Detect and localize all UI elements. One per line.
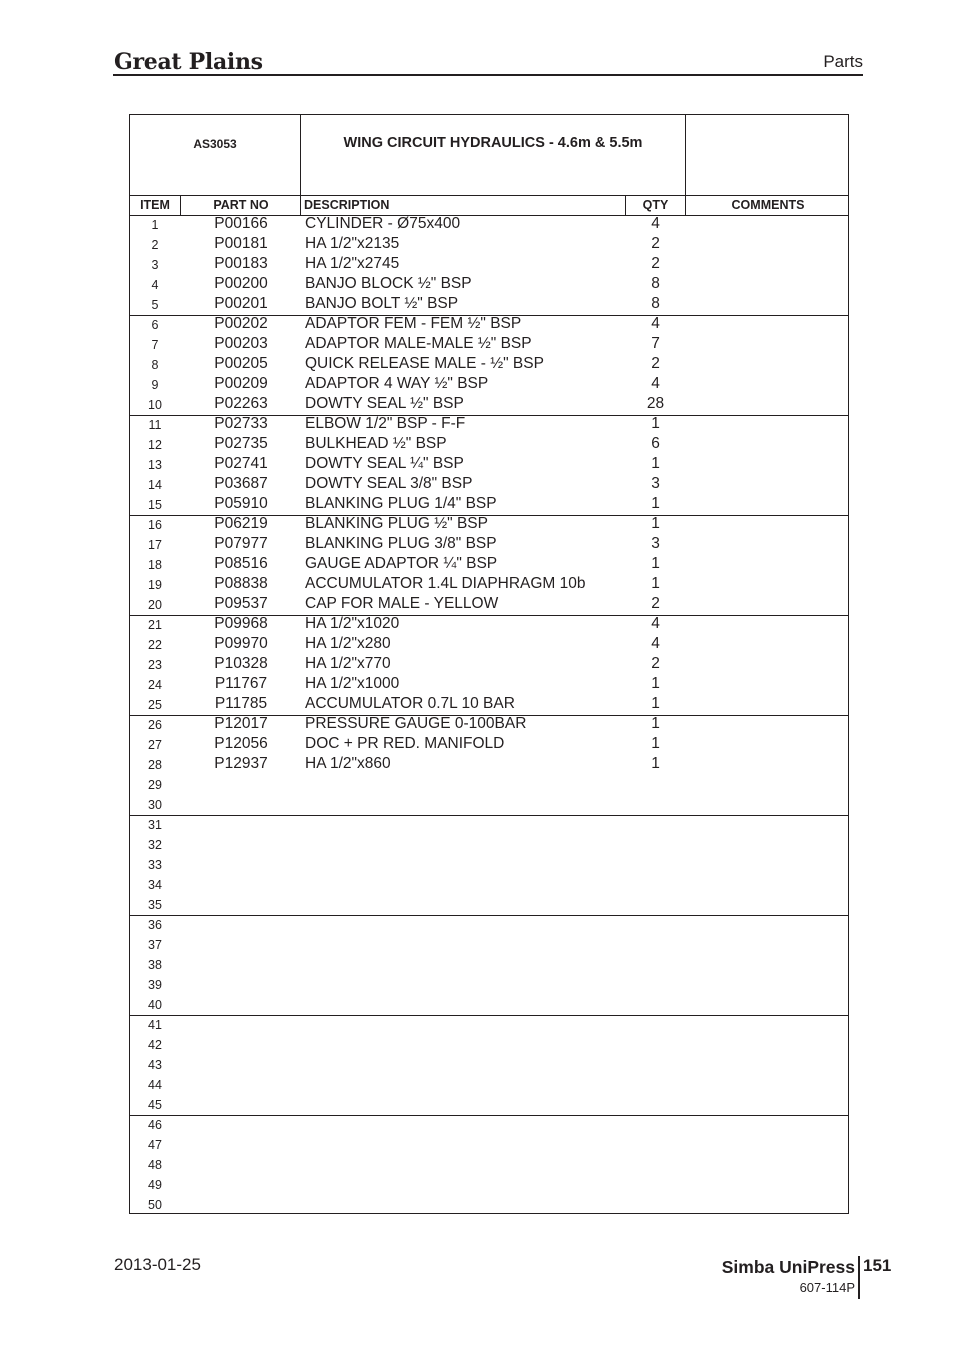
table-row xyxy=(130,295,848,315)
item-cell: 27 xyxy=(148,738,162,752)
table-row xyxy=(130,375,848,395)
item-cell: 8 xyxy=(151,358,159,372)
description-cell: PRESSURE GAUGE 0-100BAR xyxy=(305,715,527,732)
qty-cell: 1 xyxy=(651,715,660,732)
item-cell: 50 xyxy=(148,1198,162,1212)
item-cell: 46 xyxy=(148,1118,162,1132)
description-cell: BANJO BOLT ½" BSP xyxy=(305,295,459,312)
table-row xyxy=(130,1055,848,1075)
col-header-qty: QTY xyxy=(642,198,669,212)
table-row xyxy=(130,695,848,715)
qty-cell: 1 xyxy=(651,455,660,472)
part-no-cell: P12017 xyxy=(214,715,268,732)
description-cell: BLANKING PLUG ½" BSP xyxy=(305,515,488,532)
col-header-item: ITEM xyxy=(140,198,170,212)
item-cell: 34 xyxy=(148,878,162,892)
item-cell: 29 xyxy=(148,778,162,792)
header-rule xyxy=(113,74,863,76)
item-cell: 41 xyxy=(148,1018,162,1032)
description-cell: ACCUMULATOR 1.4L DIAPHRAGM 10b xyxy=(305,575,586,592)
table-row xyxy=(130,275,848,295)
doc-code: 607-114P xyxy=(799,1280,855,1295)
item-cell: 40 xyxy=(148,998,162,1012)
part-no-cell: P10328 xyxy=(214,655,268,672)
item-cell: 23 xyxy=(148,658,162,672)
qty-cell: 3 xyxy=(651,475,660,492)
table-row xyxy=(130,455,848,475)
table-row xyxy=(130,735,848,755)
item-cell: 11 xyxy=(148,418,162,432)
item-cell: 45 xyxy=(148,1098,162,1112)
qty-cell: 28 xyxy=(646,395,665,412)
parts-table xyxy=(129,114,849,1214)
table-row xyxy=(130,875,848,895)
part-no-cell: P12056 xyxy=(214,735,268,752)
title-block xyxy=(130,115,848,195)
table-row xyxy=(130,655,848,675)
table-row xyxy=(130,1175,848,1195)
section-label: Parts xyxy=(823,52,863,71)
description-cell: DOWTY SEAL ¼" BSP xyxy=(305,455,464,472)
item-cell: 12 xyxy=(148,438,162,452)
assembly-title: WING CIRCUIT HYDRAULICS - 4.6m & 5.5m xyxy=(343,135,643,151)
table-row xyxy=(130,355,848,375)
qty-cell: 1 xyxy=(651,695,660,712)
table-row xyxy=(130,1035,848,1055)
part-no-cell: P02263 xyxy=(214,395,268,412)
item-cell: 22 xyxy=(148,638,162,652)
item-cell: 30 xyxy=(148,798,162,812)
brand-logo: Great Plains xyxy=(114,49,263,75)
item-cell: 49 xyxy=(148,1178,162,1192)
description-cell: HA 1/2"x1020 xyxy=(305,615,400,632)
qty-cell: 1 xyxy=(651,415,660,432)
item-cell: 1 xyxy=(151,218,159,232)
description-cell: HA 1/2"x2745 xyxy=(305,255,400,272)
qty-cell: 8 xyxy=(651,275,660,292)
item-cell: 24 xyxy=(148,678,162,692)
table-row xyxy=(130,315,848,335)
item-cell: 19 xyxy=(148,578,162,592)
item-cell: 35 xyxy=(148,898,162,912)
description-cell: BLANKING PLUG 3/8" BSP xyxy=(305,535,497,552)
qty-cell: 1 xyxy=(651,735,660,752)
description-cell: ADAPTOR 4 WAY ½" BSP xyxy=(305,375,489,392)
qty-cell: 1 xyxy=(651,755,660,772)
table-row xyxy=(130,1015,848,1035)
table-row xyxy=(130,555,848,575)
table-row xyxy=(130,495,848,515)
part-no-cell: P00200 xyxy=(214,275,268,292)
col-header-description: DESCRIPTION xyxy=(304,198,390,212)
table-row xyxy=(130,1095,848,1115)
qty-cell: 2 xyxy=(651,595,660,612)
qty-cell: 1 xyxy=(651,555,660,572)
table-row xyxy=(130,1075,848,1095)
item-cell: 48 xyxy=(148,1158,162,1172)
table-row xyxy=(130,755,848,775)
part-no-cell: P00201 xyxy=(214,295,268,312)
part-no-cell: P09968 xyxy=(214,615,268,632)
item-cell: 21 xyxy=(148,618,162,632)
qty-cell: 1 xyxy=(651,515,660,532)
table-row xyxy=(130,415,848,435)
table-row xyxy=(130,435,848,455)
part-no-cell: P00203 xyxy=(214,335,268,352)
part-no-cell: P02741 xyxy=(214,455,268,472)
part-no-cell: P11767 xyxy=(214,675,268,692)
footer-divider xyxy=(858,1256,860,1299)
item-cell: 7 xyxy=(151,338,159,352)
description-cell: ELBOW 1/2" BSP - F-F xyxy=(305,415,466,432)
table-row xyxy=(130,595,848,615)
table-row xyxy=(130,575,848,595)
table-row xyxy=(130,855,848,875)
table-row xyxy=(130,935,848,955)
table-row xyxy=(130,795,848,815)
table-row xyxy=(130,915,848,935)
part-no-cell: P09537 xyxy=(214,595,268,612)
table-row xyxy=(130,995,848,1015)
item-cell: 33 xyxy=(148,858,162,872)
part-no-cell: P06219 xyxy=(214,515,268,532)
description-cell: BULKHEAD ½" BSP xyxy=(305,435,447,452)
part-no-cell: P08516 xyxy=(214,555,268,572)
qty-cell: 4 xyxy=(651,375,660,392)
part-no-cell: P00202 xyxy=(214,315,268,332)
qty-cell: 2 xyxy=(651,235,660,252)
item-cell: 3 xyxy=(151,258,159,272)
description-cell: QUICK RELEASE MALE - ½" BSP xyxy=(305,355,544,372)
table-row xyxy=(130,215,848,235)
footer-date: 2013-01-25 xyxy=(114,1255,201,1274)
description-cell: ADAPTOR MALE-MALE ½" BSP xyxy=(305,335,532,352)
item-cell: 47 xyxy=(148,1138,162,1152)
description-cell: HA 1/2"x280 xyxy=(305,635,391,652)
part-no-cell: P11785 xyxy=(214,695,268,712)
table-row xyxy=(130,975,848,995)
table-row xyxy=(130,255,848,275)
qty-cell: 2 xyxy=(651,355,660,372)
item-cell: 26 xyxy=(148,718,162,732)
item-cell: 13 xyxy=(148,458,162,472)
description-cell: CAP FOR MALE - YELLOW xyxy=(305,595,499,612)
qty-cell: 7 xyxy=(651,335,660,352)
description-cell: DOWTY SEAL ½" BSP xyxy=(305,395,464,412)
item-cell: 15 xyxy=(148,498,162,512)
item-cell: 36 xyxy=(148,918,162,932)
qty-cell: 1 xyxy=(651,575,660,592)
footer-product-name: Simba UniPress xyxy=(721,1257,855,1277)
table-row xyxy=(130,395,848,415)
item-cell: 18 xyxy=(148,558,162,572)
description-cell: CYLINDER - Ø75x400 xyxy=(305,215,461,232)
item-cell: 37 xyxy=(148,938,162,952)
part-no-cell: P12937 xyxy=(214,755,268,772)
col-header-comments: COMMENTS xyxy=(731,198,805,212)
table-row xyxy=(130,475,848,495)
item-cell: 2 xyxy=(151,238,159,252)
qty-cell: 4 xyxy=(651,615,660,632)
table-row xyxy=(130,615,848,635)
item-cell: 38 xyxy=(148,958,162,972)
item-cell: 25 xyxy=(148,698,162,712)
item-cell: 4 xyxy=(151,278,159,292)
part-no-cell: P00166 xyxy=(214,215,268,232)
description-cell: HA 1/2"x860 xyxy=(305,755,391,772)
table-row xyxy=(130,675,848,695)
item-cell: 28 xyxy=(148,758,162,772)
col-header-part-no: PART NO xyxy=(213,198,269,212)
item-cell: 39 xyxy=(148,978,162,992)
table-body xyxy=(130,215,848,1215)
item-cell: 31 xyxy=(148,818,162,832)
description-cell: ACCUMULATOR 0.7L 10 BAR xyxy=(305,695,515,712)
qty-cell: 2 xyxy=(651,255,660,272)
table-row xyxy=(130,1155,848,1175)
description-cell: GAUGE ADAPTOR ¼" BSP xyxy=(305,555,498,572)
qty-cell: 4 xyxy=(651,215,660,232)
table-row xyxy=(130,535,848,555)
table-row xyxy=(130,335,848,355)
table-row xyxy=(130,1115,848,1135)
table-row xyxy=(130,835,848,855)
item-cell: 42 xyxy=(148,1038,162,1052)
description-cell: DOWTY SEAL 3/8" BSP xyxy=(305,475,473,492)
description-cell: HA 1/2"x770 xyxy=(305,655,391,672)
table-row xyxy=(130,955,848,975)
part-no-cell: P09970 xyxy=(214,635,268,652)
table-row xyxy=(130,1135,848,1155)
table-row xyxy=(130,515,848,535)
qty-cell: 6 xyxy=(651,435,660,452)
assembly-code: AS3053 xyxy=(193,137,237,151)
description-cell: HA 1/2"x2135 xyxy=(305,235,400,252)
description-cell: BLANKING PLUG 1/4" BSP xyxy=(305,495,497,512)
part-no-cell: P00183 xyxy=(214,255,268,272)
part-no-cell: P07977 xyxy=(214,535,268,552)
table-row xyxy=(130,895,848,915)
qty-cell: 8 xyxy=(651,295,660,312)
part-no-cell: P00181 xyxy=(214,235,268,252)
item-cell: 44 xyxy=(148,1078,162,1092)
page-number: 151 xyxy=(863,1256,892,1275)
qty-cell: 1 xyxy=(651,675,660,692)
table-row xyxy=(130,635,848,655)
table-row xyxy=(130,715,848,735)
description-cell: BANJO BLOCK ½" BSP xyxy=(305,275,472,292)
part-no-cell: P00205 xyxy=(214,355,268,372)
item-cell: 10 xyxy=(148,398,162,412)
item-cell: 9 xyxy=(151,378,159,392)
item-cell: 17 xyxy=(148,538,162,552)
qty-cell: 4 xyxy=(651,315,660,332)
item-cell: 32 xyxy=(148,838,162,852)
item-cell: 20 xyxy=(148,598,162,612)
part-no-cell: P08838 xyxy=(214,575,268,592)
item-cell: 5 xyxy=(151,298,159,312)
description-cell: DOC + PR RED. MANIFOLD xyxy=(305,735,505,752)
part-no-cell: P00209 xyxy=(214,375,268,392)
part-no-cell: P02735 xyxy=(214,435,268,452)
qty-cell: 4 xyxy=(651,635,660,652)
table-row xyxy=(130,815,848,835)
qty-cell: 2 xyxy=(651,655,660,672)
item-cell: 6 xyxy=(151,318,159,332)
description-cell: ADAPTOR FEM - FEM ½" BSP xyxy=(305,315,522,332)
table-row xyxy=(130,775,848,795)
description-cell: HA 1/2"x1000 xyxy=(305,675,400,692)
item-cell: 16 xyxy=(148,518,162,532)
qty-cell: 3 xyxy=(651,535,660,552)
item-cell: 14 xyxy=(148,478,162,492)
part-no-cell: P03687 xyxy=(214,475,268,492)
part-no-cell: P02733 xyxy=(214,415,268,432)
item-cell: 43 xyxy=(148,1058,162,1072)
part-no-cell: P05910 xyxy=(214,495,268,512)
table-row xyxy=(130,1195,848,1215)
qty-cell: 1 xyxy=(651,495,660,512)
table-row xyxy=(130,235,848,255)
